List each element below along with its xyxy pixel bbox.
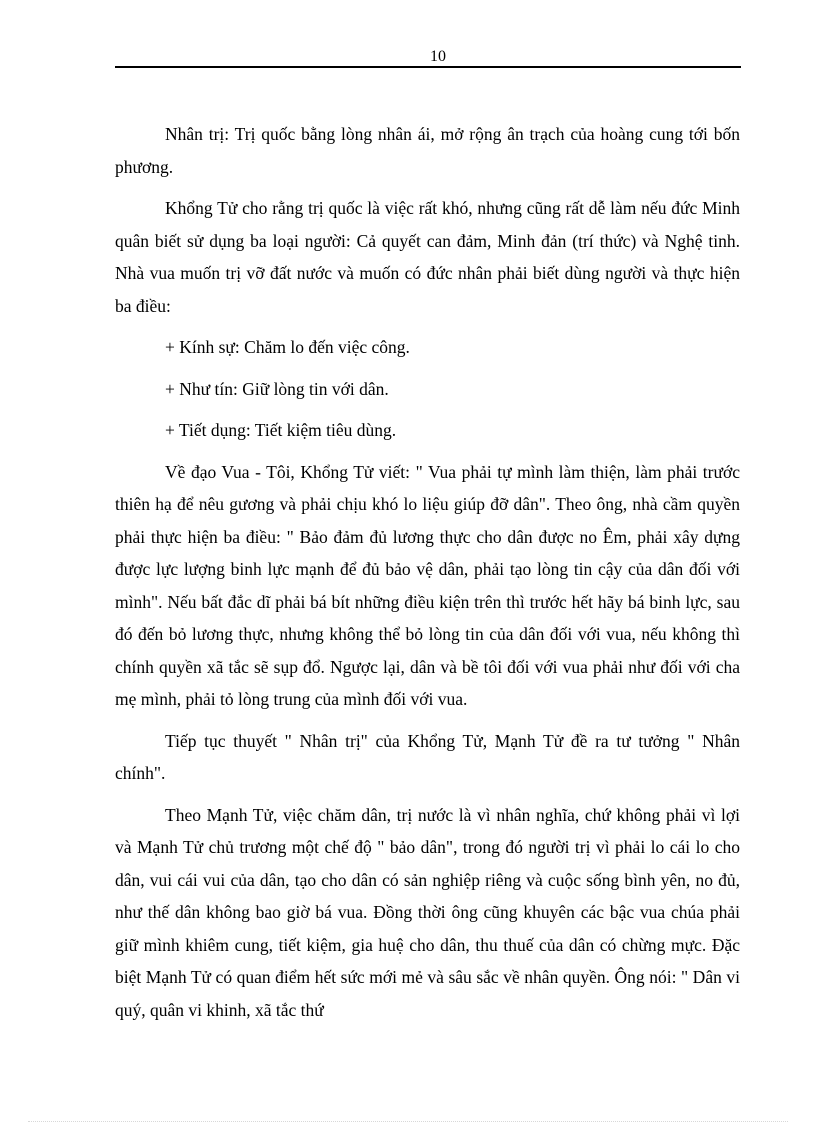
- page-number: 10: [430, 48, 446, 65]
- list-item-nhu-tin: + Như tín: Giữ lòng tin với dân.: [165, 378, 389, 399]
- paragraph-dao-vua-toi: Về đạo Vua - Tôi, Khổng Tử viết: " Vua phải tự mình làm thiện, làm phải trước thiên hạ để nêu gương và phải chịu khó lo liệu giúp đỡ dân". Theo ông, nhà cầm quyền phải thực hiện ba điều: " Bảo đảm đủ lương thực cho dân được no Êm, phải xây dựng được lực lượng binh lực mạnh để đủ bảo vệ dân, phải tạo lòng tin cậy của dân đối với mình". Nếu bất đắc dĩ phải bá bít những điều kiện trên thì trước hết hãy bá binh lực, sau đó đến bỏ lương thực, nhưng không thể bỏ lòng tin của dân đối với vua, nếu không thì chính quyền xã tắc sẽ sụp đổ. Ngược lại, dân và bề tôi đối với vua phải như đối với cha mẹ mình, phải tỏ lòng trung của mình đối với vua.: [115, 461, 740, 709]
- bottom-dotted-line: [28, 1121, 788, 1122]
- paragraph-manh-tu: Theo Mạnh Tử, việc chăm dân, trị nước là vì nhân nghĩa, chứ không phải vì lợi và Mạnh Tử chủ trương một chế độ " bảo dân", trong đó người trị vì phải lo cái lo cho dân, vui cái vui của dân, tạo cho dân có sản nghiệp riêng và cuộc sống bình yên, no đủ, như thế dân không bao giờ bá vua. Đồng thời ông cũng khuyên các bậc vua chúa phải giữ mình khiêm cung, tiết kiệm, gia huệ cho dân, thu thuế của dân có chừng mực. Đặc biệt Mạnh Tử có quan điểm hết sức mới mẻ và sâu sắc về nhân quyền. Ông nói: " Dân vi quý, quân vi khinh, xã tắc thứ: [115, 804, 740, 1020]
- paragraph-nhan-tri: Nhân trị: Trị quốc bằng lòng nhân ái, mở rộng ân trạch của hoàng cung tới bốn phương.: [115, 124, 740, 177]
- list-item-tiet-dung: + Tiết dụng: Tiết kiệm tiêu dùng.: [165, 420, 397, 440]
- list-item-kinh-su: + Kính sự: Chăm lo đến việc công.: [165, 337, 410, 357]
- header-rule: [115, 66, 741, 68]
- body-text: [115, 118, 740, 1035]
- paragraph-tri-quoc: Khổng Tử cho rằng trị quốc là việc rất khó, nhưng cũng rất dễ làm nếu đức Minh quân biết sử dụng ba loại người: Cả quyết can đảm, Minh đản (trí thức) và Nghệ tinh. Nhà vua muốn trị vỡ đất nước và muốn có đức nhân phải biết dùng người và thực hiện ba điều:: [115, 198, 740, 316]
- paragraph-nhan-chinh: Tiếp tục thuyết " Nhân trị" của Khổng Tử, Mạnh Tử đề ra tư tưởng " Nhân chính".: [115, 730, 740, 783]
